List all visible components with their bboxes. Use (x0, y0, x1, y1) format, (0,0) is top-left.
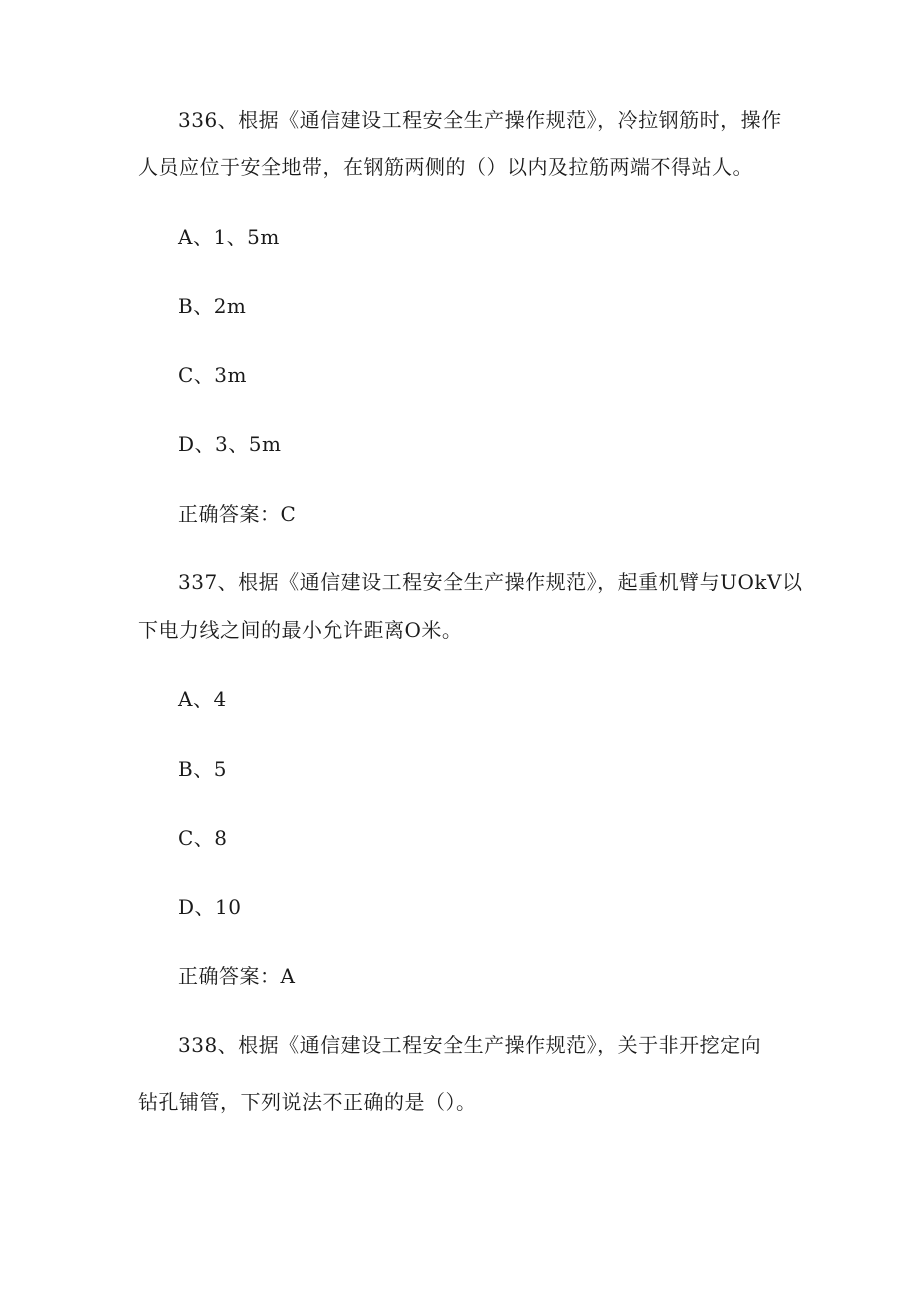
question-336-answer: 正确答案：C (178, 502, 297, 526)
question-337-option-b: B、5 (178, 757, 227, 781)
question-337-answer: 正确答案：A (178, 964, 296, 988)
question-336-option-d: D、3、5m (178, 432, 282, 456)
question-337-option-d: D、10 (178, 895, 242, 919)
question-337-option-c: C、8 (178, 826, 228, 850)
question-336-stem-line1: 336、根据《通信建设工程安全生产操作规范》，冷拉钢筋时，操作 (178, 108, 782, 132)
question-337-stem-line1: 337、根据《通信建设工程安全生产操作规范》，起重机臂与UOkV以 (178, 570, 803, 594)
question-337-stem-line2: 下电力线之间的最小允许距离O米。 (138, 618, 463, 642)
question-338-stem-line2: 钻孔铺管，下列说法不正确的是（）。 (138, 1090, 477, 1114)
question-336-option-a: A、1、5m (178, 225, 280, 249)
question-336-option-b: B、2m (178, 294, 247, 318)
question-338-stem-line1: 338、根据《通信建设工程安全生产操作规范》，关于非开挖定向 (178, 1033, 762, 1057)
question-336-stem-line2: 人员应位于安全地带，在钢筋两侧的（）以内及拉筋两端不得站人。 (138, 155, 753, 179)
question-337-option-a: A、4 (178, 687, 227, 711)
question-336-option-c: C、3m (178, 363, 247, 387)
